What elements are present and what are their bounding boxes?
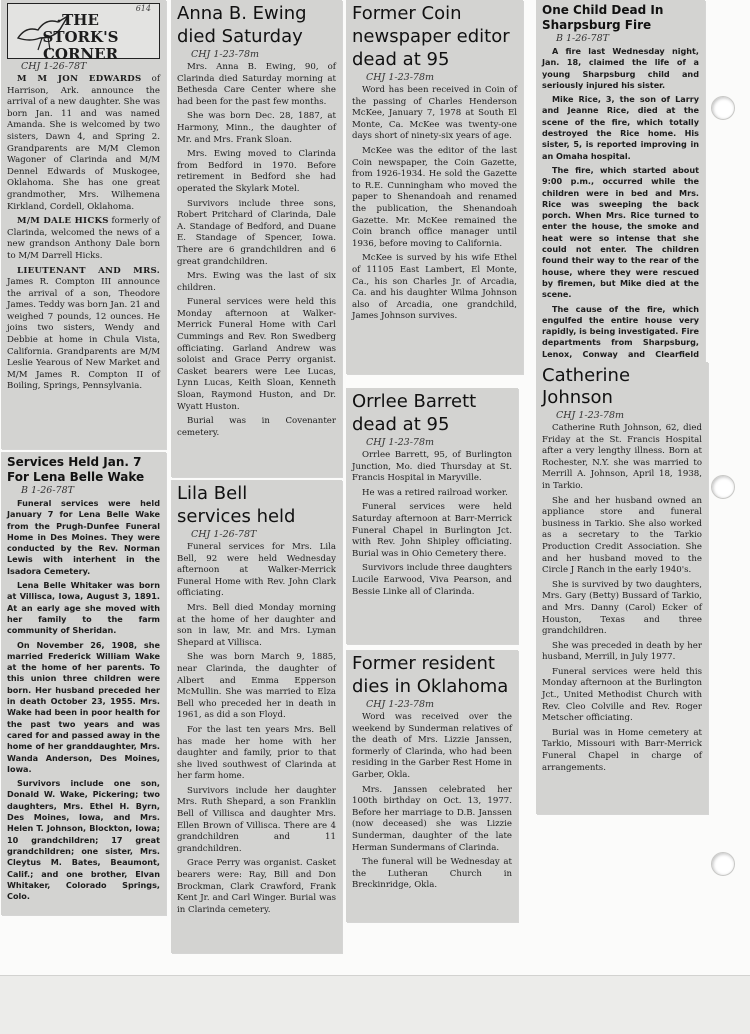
paragraph: Catherine Ruth Johnson, 62, died Friday at the St. Francis Hospital after a very lengthy illness. Born at Rochester, N.Y. she was married to Merrill A. Johnson, April 18, 1938, in Tarkio. — [542, 423, 702, 491]
birth-announcement — [7, 74, 160, 213]
clipping-lila-bell — [171, 480, 342, 953]
paragraph: Mrs. Ewing moved to Clarinda from Bedford in 1970. Before retirement in Bedford she had operated the Skylark Motel. — [177, 149, 336, 194]
handwritten-date: CHJ 1-23-78m — [366, 437, 435, 448]
paragraph: She was preceded in death by her husband, Merrill, in July 1977. — [542, 640, 702, 663]
paragraph: Word was received over the weekend by Sunderman relatives of the death of Mrs. Lizzie Janssen, formerly of Clarinda, who had been residing in the Garber Rest Home in Garber, Okla. — [352, 712, 512, 780]
clipping-anna-ewing — [171, 0, 342, 477]
announcement-text: of Harrison, Ark. announce the arrival of a new daughter. She was born Jan. 11 and was named Amanda. She is welcomed by two sisters, Dawn 4, and Spring 2. Grandparents are M/M Clemon Wagoner of Clarinda and M/M Dennel Edwards of Muskogee, Oklahoma. She has one great grandmother, Mrs. Wilhemena Kirkland, Cordell, Oklahoma. — [7, 74, 160, 212]
paragraph: Grace Perry was organist. Casket bearers were: Ray, Bill and Don Brockman, Clark Crawford, Frank Kent Jr. and Carl Winger. Burial was in Clarinda cemetery. — [177, 858, 336, 915]
paragraph: Funeral services for Mrs. Lila Bell, 92 were held Wednesday afternoon at Walker-Merrick Funeral Home with Rev. John Clark officiating. — [177, 542, 336, 599]
paragraph: She was born March 9, 1885, near Clarinda, the daughter of Albert and Emma Epperson McMullin. She was married to Elza Bell who preceded her in death in 1961, as did a son Floyd. — [177, 652, 336, 721]
handwritten-date: CHJ 1-23-78m — [366, 72, 435, 83]
paragraph: Funeral services were held this Monday afternoon at the Burlington Jct., United Methodist Church with Rev. Cleo Colville and Rev. Roger Metscher officiating. — [542, 666, 702, 724]
clipping-lena-belle-wake — [1, 452, 166, 915]
announcement-lead: LIEUTENANT AND MRS. — [17, 265, 160, 276]
clipping-sharpsburg-fire — [536, 0, 705, 362]
announcement-text: formerly of Clarinda, welcomed the news of a new grandson Anthony Dale born to M/M Darrell Hicks. — [7, 216, 161, 261]
paragraph: Funeral services were held this Monday afternoon at Walker-Merrick Funeral Home with Carl Cummings and Rev. Ron Swedberg officiating. Garland Andrew was soloist and Grace Perry organist. Casket bearers were Lee Lucas, Lynn Lucas, Keith Sloan, Kenneth Sloan, Raymond Huston, and Dr. Wyatt Huston. — [177, 297, 336, 412]
paragraph: Burial was in Covenanter cemetery. — [177, 416, 336, 438]
paragraph: Word has been received in Coin of the passing of Charles Henderson McKee, January 7, 1978 at South El Monte, Ca. McKee was twenty-one days short of ninety-six years of age. — [352, 85, 517, 142]
announcement-lead: M M JON EDWARDS — [17, 74, 142, 84]
paragraph: A fire last Wednesday night, Jan. 18, claimed the life of a young Sharpsburg child and seriously injured his sister. — [542, 46, 699, 90]
paragraph: Survivors include her daughter Mrs. Ruth Shepard, a son Franklin Bell of Villisca and daughter Mrs. Ellen Brown of Villisca. There are 4 grandchildren and 11 grandchildren. — [177, 785, 336, 854]
birth-announcement — [7, 216, 160, 262]
headline: dead at 95 — [352, 49, 450, 70]
announcement-lead: M/M DALE HICKS — [17, 216, 109, 227]
page-number: 614 — [135, 4, 151, 13]
handwritten-date: CHJ 1-26-78T — [191, 529, 257, 540]
headline: Former resident — [352, 653, 495, 674]
clipping-orrlee-barrett — [346, 388, 518, 644]
paragraph: He was a retired railroad worker. — [362, 487, 508, 498]
paragraph: Funeral services were held Saturday afternoon at Barr-Merrick Funeral Chapel in Burlington Jct. with Rev. John Shipley officiating. Burial was in Ohio Cemetery there. — [352, 502, 512, 559]
paragraph: Mrs. Janssen celebrated her 100th birthday on Oct. 13, 1977. Before her marriage to D.B. Janssen (now deceased) she was Lizzie Sunderman, daughter of the late Herman Sundermans of Clarinda. — [352, 784, 512, 853]
paragraph: The funeral will be Wednesday at the Lutheran Church in Breckinridge, Okla. — [352, 857, 512, 891]
binder-hole-top — [711, 96, 735, 120]
handwritten-date: B 1-26-78T — [556, 33, 609, 44]
handwritten-date: CHJ 1-23-78m — [366, 699, 435, 710]
clipping-lizzie-janssen — [346, 650, 518, 922]
storks-corner-title-line1: THE — [62, 11, 99, 29]
storks-corner-title — [8, 12, 153, 63]
headline: Former Coin — [352, 3, 462, 24]
scanner-background — [0, 975, 750, 1034]
clipping-catherine-johnson — [536, 362, 708, 814]
birth-announcement — [7, 266, 160, 394]
paragraph: Mrs. Bell died Monday morning at the home of her daughter and son in law, Mr. and Mrs. Lyman Shepard at Villisca. — [177, 602, 336, 648]
paragraph: She was born Dec. 28, 1887, at Harmony, Minn., the daughter of Mr. and Mrs. Frank Sloan. — [177, 111, 336, 145]
headline: died Saturday — [177, 26, 303, 47]
paragraph: She and her husband owned an appliance store and funeral business in Tarkio. She also worked as a secretary to the Tarkio Production Credit Association. She and her husband moved to the Circle J Ranch in the early 1940's. — [542, 495, 702, 576]
headline: Catherine Johnson — [542, 365, 631, 408]
headline: Services Held Jan. 7 — [7, 455, 142, 469]
headline: Lila Bell — [177, 483, 248, 504]
binder-hole-bottom — [711, 852, 735, 876]
paragraph: Survivors include one son, Donald W. Wake, Pickering; two daughters, Mrs. Ethel H. Byrn, Des Moines, Iowa, and Mrs. Helen T. Johnson, Blockton, Iowa; 10 grandchildren; 17 great grandchildren; one sister, Mrs. Cleytus M. Bates, Beaumont, Calif.; and one brother, Elvan Whitaker, Colorado Springs, Colo. — [7, 778, 160, 902]
handwritten-date: B 1-26-78T — [21, 485, 74, 496]
headline: services held — [177, 506, 296, 527]
paragraph: Orrlee Barrett, 95, of Burlington Junction, Mo. died Thursday at St. Francis Hospital in Maryville. — [352, 450, 512, 484]
paragraph: The cause of the fire, which engulfed the entire house very rapidly, is being investigated. Fire departments from Sharpsburg, Lenox, Conway and Clearfield — [542, 303, 699, 359]
headline: Sharpsburg Fire — [542, 18, 652, 32]
paragraph: Lena Belle Whitaker was born at Villisca, Iowa, August 3, 1891. At an early age she moved with her family to the farm community of Sheridan. — [7, 580, 160, 636]
headline: Anna B. Ewing — [177, 3, 307, 24]
paragraph: Burial was in Home cemetery at Tarkio, Missouri with Barr-Merrick Funeral Chapel in charge of arrangements. — [542, 727, 702, 773]
storks-corner-title-line2: STORK'S CORNER — [42, 28, 119, 63]
clipping-storks-corner — [1, 0, 166, 449]
paragraph: Mrs. Ewing was the last of six children. — [177, 271, 336, 293]
handwritten-date: CHJ 1-23-78m — [556, 410, 625, 421]
announcement-text: James R. Compton III announce the arrival of a son, Theodore James. Teddy was born Jan. 21 and weighed 7 pounds, 12 ounces. He joins two sisters, Wendy and Debbie at home in Chula Vista, California. Grandparents are M/M Leslie Yearous of New Market and M/M James R. Compton II of Boiling, Springs, Pennsylvania. — [7, 277, 160, 392]
paragraph: For the last ten years Mrs. Bell has made her home with her daughter and family, prior to that she lived southwest of Clarinda at her farm home. — [177, 724, 336, 782]
paragraph: McKee was the editor of the last Coin newspaper, the Coin Gazette, from 1926-1934. He sold the Gazette to R.E. Cunningham who moved the paper to Shenandoah and renamed the publication, the Shenandoah Gazette. Mr. McKee remained the Coin branch office manager until 1936, before moving to California. — [352, 145, 517, 249]
headline: dead at 95 — [352, 414, 450, 435]
headline: dies in Oklahoma — [352, 676, 509, 697]
headline: One Child Dead In — [542, 3, 664, 17]
handwritten-date: CHJ 1-26-78T — [21, 61, 87, 72]
binder-hole-middle — [711, 475, 735, 499]
headline: For Lena Belle Wake — [7, 470, 145, 484]
paragraph: Mike Rice, 3, the son of Larry and Jeanne Rice, died at the scene of the fire, which totally destroyed the Rice home. His sister, 5, is reported improving in an Omaha hospital. — [542, 94, 699, 161]
paragraph: The fire, which started about 9:00 p.m., occurred while the children were in bed and Mrs. Rice was sweeping the back porch. When Mrs. Rice turned to enter the house, the smoke and heat were so intense that she could not enter. The children found their way to the rear of the house, where they were rescued by firemen, but Mike died at the scene. — [542, 164, 699, 300]
storks-corner-header — [7, 3, 160, 63]
paragraph: On November 26, 1908, she married Frederick William Wake at the home of her parents. To this union three children were born. Her husband preceded her in death October 23, 1955. Mrs. Wake had been in poor health for the past two years and was cared for and passed away in the home of her granddaughter, Mrs. Wanda Anderson, Des Moines, Iowa. — [7, 639, 160, 774]
paragraph: McKee is surved by his wife Ethel of 11105 East Lambert, El Monte, Ca., his son Charles Jr. of Arcadia, Ca. and his daughter Wilma Johnson also of Arcadia, one grandchild, James Johnson survives. — [352, 253, 517, 322]
headline: Orrlee Barrett — [352, 391, 477, 412]
paragraph: Funeral services were held January 7 for Lena Belle Wake from the Prugh-Dunfee Funeral Home in Des Moines. They were conducted by the Rev. Norman Lewis with interhent in the Isadora Cemetery. — [7, 498, 160, 576]
paragraph: Survivors include three daughters Lucile Earwood, Viva Pearson, and Bessie Linke all of Clarinda. — [352, 563, 512, 597]
headline: newspaper editor — [352, 26, 510, 47]
paragraph: Mrs. Anna B. Ewing, 90, of Clarinda died Saturday morning at Bethesda Care Center where she had been for the past few months. — [177, 62, 336, 107]
paragraph: Survivors include three sons, Robert Pritchard of Clarinda, Dale A. Standage of Bedford, and Duane E. Standage of Spencer, Iowa. There are 6 grandchildren and 6 great grandchildren. — [177, 198, 336, 267]
clipping-charles-mckee — [346, 0, 523, 374]
handwritten-date: CHJ 1-23-78m — [191, 49, 260, 60]
paragraph: She is survived by two daughters, Mrs. Gary (Betty) Bussard of Tarkio, and Mrs. Danny (Carol) Ecker of Houston, Texas and three grandchildren. — [542, 579, 702, 637]
